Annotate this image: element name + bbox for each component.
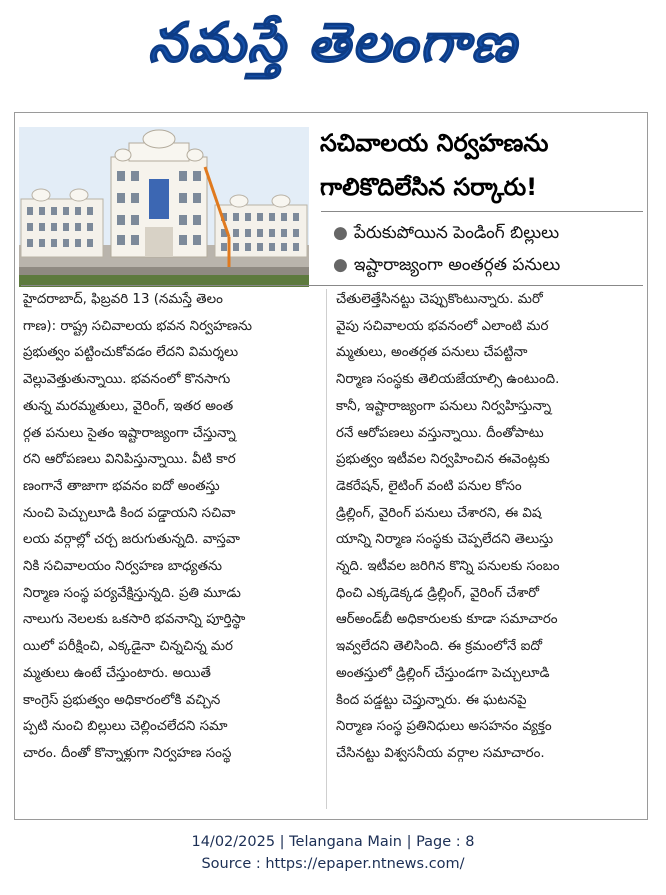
body-line: నిర్మాణ సంస్థకు తెలియజేయాల్సి ఉంటుంది. <box>336 372 560 388</box>
subhead-item <box>333 249 645 281</box>
body-line: ప్పటి నుంచి బిల్లులు చెల్లించలేదని సమా <box>23 719 228 735</box>
body-line: ణంగానే తాజాగా భవనం ఐదో అంతస్తు <box>23 478 220 494</box>
headline-divider <box>321 211 643 212</box>
body-line: వైపు సచివాలయ భవనంలో ఎలాంటి మర <box>336 318 549 334</box>
body-line: నుంచి పెచ్చులూడి కింద పడ్డాయని సచివా <box>23 505 236 521</box>
body-divider <box>21 285 643 286</box>
body-line: యాన్ని నిర్మాణ సంస్థకు చెప్పలేదని తెలుస్తు <box>336 532 554 548</box>
body-line: డ్రిల్లింగ్, వైరింగ్ పనులు చేశారని, ఈ విష <box>336 505 542 521</box>
body-line: మ్మతులు, అంతర్గత పనులు చేపట్టినా <box>336 345 528 361</box>
body-line: నాలుగు నెలలకు ఒకసారి భవనాన్ని పూర్తిస్థా <box>23 612 246 628</box>
body-line: ధించి ఎక్కడెక్కడ డ్రిల్లింగ్, వైరింగ్ చేశారో <box>336 585 540 601</box>
body-line: మ్మతులు ఉంటే చేస్తుంటారు. అయితే <box>23 665 211 681</box>
body-line: నికి సచివాలయం నిర్వహణ బాధ్యతను <box>23 559 223 575</box>
body-line: హైదరాబాద్, ఫిబ్రవరి 13 (నమస్తే తెలం <box>23 292 223 307</box>
body-line: కింద పడ్డట్టు చెప్తున్నారు. ఈ ఘటనపై <box>336 692 527 708</box>
right-column <box>336 287 632 768</box>
body-line: న్నది. ఇటీవల జరిగిన కొన్ని పనులకు సంబం <box>336 559 560 575</box>
body-line: చేతులెత్తేసినట్టు చెప్పుకొంటున్నారు. మరో <box>336 292 543 307</box>
subhead-item <box>333 217 645 249</box>
article-subheads <box>333 217 645 281</box>
subhead-text: పేరుకుపోయిన పెండింగ్ బిల్లులు <box>353 223 560 243</box>
headline-line-1: సచివాలయ నిర్వహణను <box>320 129 549 157</box>
masthead-title: నమస్తే తెలంగాణ <box>148 10 518 74</box>
subhead-text: ఇష్టారాజ్యంగా అంతర్గత పనులు <box>353 255 561 275</box>
body-line: అంతస్తులో డ్రిల్లింగ్ చేస్తుండగా పెచ్చులూడి <box>336 665 550 681</box>
footer-source: Source : https://epaper.ntnews.com/ <box>201 856 465 872</box>
body-line: తున్న మరమ్మతులు, వైరింగ్, ఇతర అంత <box>23 398 234 414</box>
body-line: ప్రభుత్వం పట్టించుకోవడం లేదని విమర్శలు <box>23 345 239 361</box>
body-line: రని ఆరోపణలు వినిపిస్తున్నాయి. వీటి కార <box>23 452 236 468</box>
footer-date-page: 14/02/2025 | Telangana Main | Page : 8 <box>191 834 475 850</box>
body-line: చేసినట్టు విశ్వసనీయ వర్గాల సమాచారం. <box>336 745 545 761</box>
news-clipping <box>14 112 648 820</box>
body-line: కానీ, ఇష్టారాజ్యంగా పనులు నిర్వహిస్తున్నా <box>336 398 552 414</box>
body-line: డెకరేషన్, లైటింగ్ వంటి పనుల కోసం <box>336 478 522 494</box>
body-line: యిలో పరీక్షించి, ఎక్కడైనా చిన్నచిన్న మర <box>23 639 233 655</box>
body-line: ర్గత పనులు సైతం ఇష్టారాజ్యంగా చేస్తున్నా <box>23 425 236 441</box>
headline-line-2: గాలికొదిలేసిన సర్కారు! <box>320 173 538 201</box>
body-line: ఆర్‌అండ్‌బీ అధికారులకు కూడా సమాచారం <box>336 612 558 628</box>
secretariat-building-photo <box>19 127 309 287</box>
left-column <box>23 287 319 768</box>
body-line: చారం. దీంతో కొన్నాళ్లుగా నిర్వహణ సంస్థ <box>23 745 232 761</box>
body-line: కాంగ్రెస్ ప్రభుత్వం అధికారంలోకి వచ్చిన <box>23 692 221 708</box>
body-line: లయ వర్గాల్లో చర్చ జరుగుతున్నది. వాస్తవా <box>23 532 240 548</box>
column-separator <box>326 289 327 809</box>
bullet-icon: ● <box>333 255 348 275</box>
body-line: నిర్మాణ సంస్థ పర్యవేక్షిస్తున్నది. ప్రతి మూడు <box>23 585 241 601</box>
body-line: గాణ): రాష్ట్ర సచివాలయ భవన నిర్వహణను <box>23 318 253 334</box>
bullet-icon: ● <box>333 223 348 243</box>
body-line: ప్రభుత్వం ఇటీవల నిర్వహించిన ఈవెంట్లకు <box>336 452 550 468</box>
body-line: రనే ఆరోపణలు వస్తున్నాయి. దీంతోపాటు <box>336 425 544 441</box>
body-line: నిర్మాణ సంస్థ ప్రతినిధులు అసహనం వ్యక్తం <box>336 719 552 735</box>
body-line: వెల్లువెత్తుతున్నాయి. భవనంలో కొనసాగు <box>23 372 231 388</box>
body-line: ఇవ్వలేదని తెలిసింది. ఈ క్రమంలోనే ఐదో <box>336 639 543 655</box>
article-headline <box>320 121 645 209</box>
